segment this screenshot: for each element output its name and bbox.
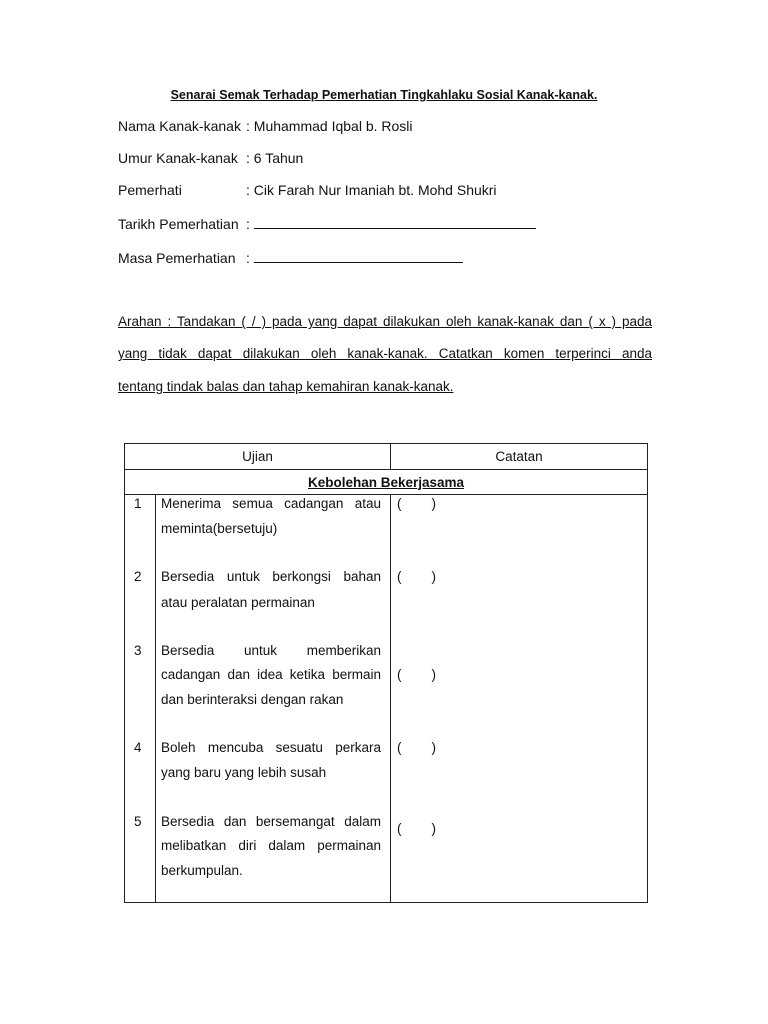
- section-title: Kebolehan Bekerjasama: [307, 474, 465, 490]
- checklist-table: [124, 443, 648, 903]
- item-text: berkumpulan.: [161, 863, 243, 878]
- field-time: [118, 249, 463, 266]
- check-mark-slot[interactable]: ( ): [397, 667, 436, 682]
- items-row: [125, 495, 648, 903]
- check-mark-slot[interactable]: ( ): [397, 740, 436, 755]
- date-blank-line[interactable]: [254, 215, 536, 229]
- item-text: Boleh mencuba sesuatu perkara: [161, 740, 381, 755]
- instruction-line-3: tentang tindak balas dan tahap kemahiran kanak-kanak.: [118, 379, 454, 394]
- item-number: 5: [134, 814, 142, 829]
- item-text: atau peralatan permainan: [161, 595, 315, 610]
- field-name-value: : Muhammad Iqbal b. Rosli: [246, 118, 413, 134]
- table-header-row: [125, 444, 648, 470]
- column-header-notes: Catatan: [391, 444, 648, 470]
- field-name-label: Nama Kanak-kanak: [118, 118, 241, 134]
- field-age: [118, 150, 303, 166]
- field-date-label: Tarikh Pemerhatian: [118, 216, 239, 232]
- time-blank-line[interactable]: [254, 249, 463, 263]
- item-text: dan berinteraksi dengan rakan: [161, 692, 344, 707]
- document-title: Senarai Semak Terhadap Pemerhatian Tingkahlaku Sosial Kanak-kanak.: [170, 88, 598, 102]
- item-text: Bersedia dan bersemangat dalam: [161, 814, 381, 829]
- item-number: 1: [134, 496, 142, 511]
- check-mark-slot[interactable]: ( ): [397, 569, 436, 584]
- section-row: [125, 470, 648, 495]
- notes-column[interactable]: [391, 495, 648, 903]
- field-age-value: : 6 Tahun: [246, 150, 304, 166]
- column-header-test: Ujian: [125, 444, 391, 470]
- instruction-line-2: yang tidak dapat dilakukan oleh kanak-kanak. Catatkan komen terperinci anda: [118, 346, 652, 361]
- field-age-label: Umur Kanak-kanak: [118, 150, 238, 166]
- field-observer-label: Pemerhati: [118, 182, 182, 198]
- item-text: Bersedia untuk berkongsi bahan: [161, 569, 381, 584]
- item-number: 3: [134, 643, 142, 658]
- field-observer: [118, 182, 497, 198]
- item-text: Bersedia untuk memberikan: [161, 643, 381, 658]
- check-mark-slot[interactable]: ( ): [397, 821, 436, 836]
- field-time-sep: :: [246, 250, 250, 266]
- item-number: 2: [134, 569, 142, 584]
- item-text: cadangan dan idea ketika bermain: [161, 667, 381, 682]
- item-text: Menerima semua cadangan atau: [161, 496, 381, 511]
- test-column: [156, 495, 391, 903]
- field-observer-value: : Cik Farah Nur Imaniah bt. Mohd Shukri: [246, 182, 497, 198]
- field-date: [118, 215, 536, 232]
- field-name: [118, 118, 413, 134]
- item-number: 4: [134, 740, 142, 755]
- field-time-label: Masa Pemerhatian: [118, 250, 236, 266]
- check-mark-slot[interactable]: ( ): [397, 496, 436, 511]
- item-text: melibatkan diri dalam permainan: [161, 838, 381, 853]
- instruction-line-1: Arahan : Tandakan ( / ) pada yang dapat dilakukan oleh kanak-kanak dan ( x ) pada: [118, 314, 652, 329]
- field-date-sep: :: [246, 216, 250, 232]
- item-text: meminta(bersetuju): [161, 521, 278, 536]
- item-text: yang baru yang lebih susah: [161, 765, 327, 780]
- number-column: [125, 495, 156, 903]
